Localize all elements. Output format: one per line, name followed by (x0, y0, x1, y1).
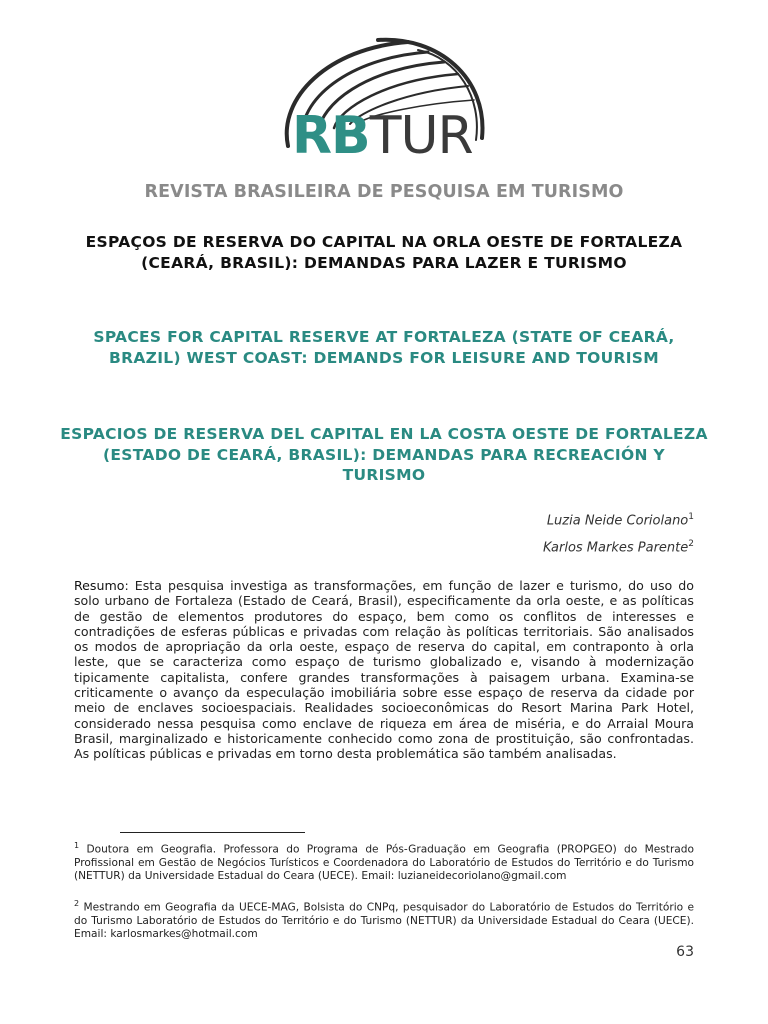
footnote-divider (120, 832, 305, 833)
logo-wordmark (292, 106, 473, 166)
title-spanish: ESPACIOS DE RESERVA DEL CAPITAL EN LA COSTA OESTE DE FORTALEZA (ESTADO DE CEARÁ, BRASIL): DEMANDAS PARA RECREACIÓN Y TURISMO (60, 425, 708, 484)
abstract (74, 578, 694, 762)
footnote-2-mark: 2 (74, 899, 80, 908)
page-number: 63 (676, 944, 694, 960)
footnote-1 (74, 839, 694, 883)
author-1 (547, 512, 694, 528)
footnote-1-mark: 1 (74, 841, 80, 850)
author-2-name: Karlos Markes Parente (542, 540, 689, 556)
author-2-footnote-mark: 2 (688, 539, 694, 549)
journal-name: REVISTA BRASILEIRA DE PESQUISA EM TURISMO (144, 182, 624, 202)
author-2 (543, 539, 694, 555)
logo-rb: RB (292, 106, 370, 166)
journal-header (0, 20, 768, 202)
abstract-text: : Esta pesquisa investiga as transformações, em função de lazer e turismo, do uso do solo urbano de Fortaleza (Estado de Ceará, Brasil), especificamente da orla oeste, e as políticas de gestão de elementos produtores do espaço, bem como os conflitos de interesses e contradições de esferas públicas e privadas com relação às políticas territoriais. São analisados os modos de apropriação da orla oeste, espaço de reserva do capital, em contraponto à orla leste, que se caracteriza como espaço de turismo globalizado e, visando à modernização tipicamente capitalista, confere grandes transformações à paisagem urbana. Examina-se criticamente o avanço da especulação imobiliária sobre esse espaço de reserva da cidade por meio de enclaves socioespaciais. Realidades socioeconômicas do Resort Marina Park Hotel, considerado nessa pesquisa como enclave de riqueza em área de miséria, e do Arraial Moura Brasil, marginalizado e historicamente conhecido como zona de prostituição, são confrontadas. As políticas públicas e privadas em torno desta problemática são também analisadas. (74, 578, 694, 762)
title-portuguese: ESPAÇOS DE RESERVA DO CAPITAL NA ORLA OESTE DE FORTALEZA (CEARÁ, BRASIL): DEMANDAS PARA LAZER E TURISMO (85, 233, 683, 272)
footnote-2 (74, 897, 694, 941)
title-english: SPACES FOR CAPITAL RESERVE AT FORTALEZA (STATE OF CEARÁ, BRAZIL) WEST COAST: DEMANDS FOR LEISURE AND TOURISM (93, 328, 675, 367)
abstract-label: Resumo (74, 578, 125, 593)
footnote-2-text: Mestrando em Geografia da UECE-MAG, Bolsista do CNPq, pesquisador do Laboratório de Estudos do Território e do Turismo Laboratório de Estudos do Território e do Turismo (NETTUR) da Universidade Estadual do Ceara (UECE). Email: karlosmarkes@hotmail.com (74, 901, 694, 940)
author-1-name: Luzia Neide Coriolano (546, 513, 689, 529)
author-1-footnote-mark: 1 (688, 512, 694, 522)
footnote-1-text: Doutora em Geografia. Professora do Programa de Pós-Graduação em Geografia (PROPGEO) do Mestrado Profissional em Gestão de Negócios Turísticos e Coordenadora do Laboratório de Estudos do Território e do Turismo (NETTUR) da Universidade Estadual do Ceara (UECE). Email: luzianeidecoriolano@gmail.com (74, 843, 694, 882)
logo-tur: TUR (369, 106, 473, 166)
